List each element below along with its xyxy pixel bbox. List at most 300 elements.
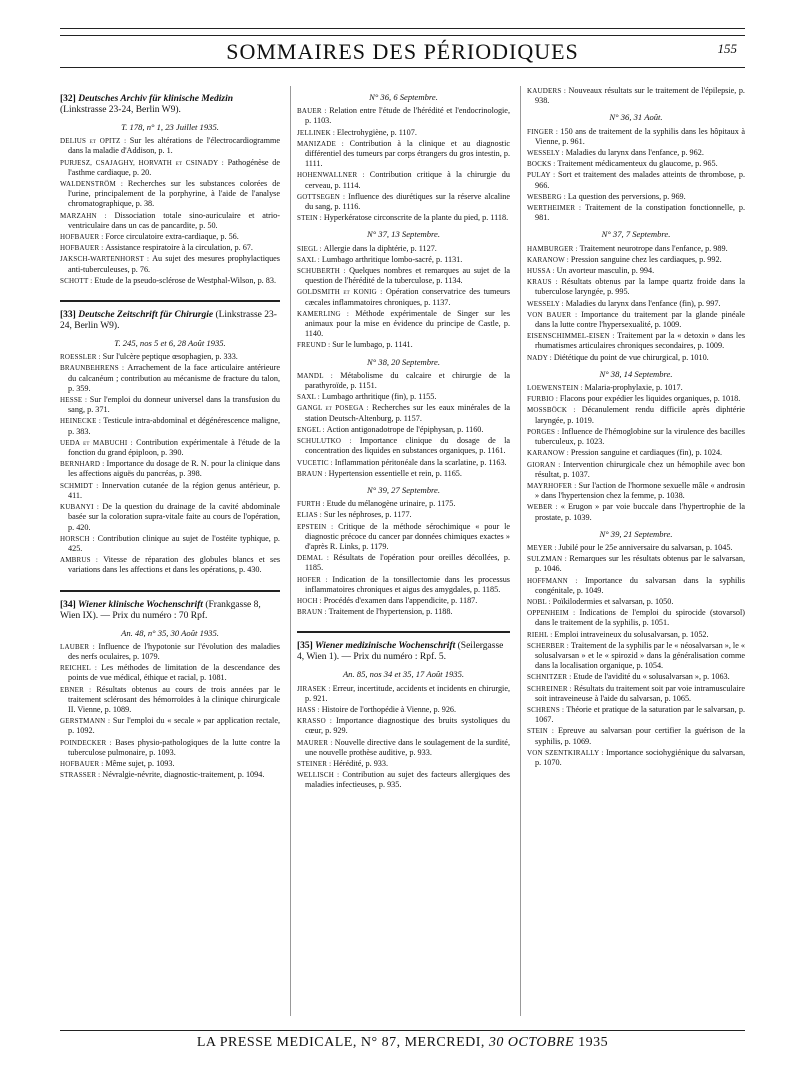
entry-author: AMBRUS : <box>60 556 104 565</box>
entry-text: Sur le lumbago, p. 1141. <box>332 340 413 350</box>
list-item <box>527 684 745 704</box>
entry-text: Nouvelle directive dans le soulagement de la surdité, une nouvelle prothèse auditive, p. 933. <box>305 737 510 757</box>
entry-text: Au sujet des mesures prophylactiques anti-tuberculeuses, p. 76. <box>68 254 280 274</box>
entry-text: Erreur, incertitude, accidents et incidents en chirurgie, p. 921. <box>305 683 510 703</box>
entry-text: Névralgie-névrite, diagnostic-traitement, p. 1094. <box>102 770 265 780</box>
entry-text: Bases physio-pathologiques de la lutte contre la tuberculose pulmonaire, p. 1093. <box>68 737 280 757</box>
entry-author: DEMAL : <box>297 554 334 563</box>
list-item <box>527 86 745 106</box>
footer-text: LA PRESSE MEDICALE, N° 87, MERCREDI, <box>196 1035 485 1050</box>
entry-text: Remarques sur les résultats obtenus par le salvarsan, p. 1046. <box>535 554 745 574</box>
entry-author: BRAUN : <box>297 469 329 478</box>
entry-author: SCHUBERTH : <box>297 267 350 276</box>
entry-author: ROESSLER : <box>60 353 103 362</box>
entry-text: Action antigonadotrope de l'épiphysan, p. 1160. <box>326 424 484 434</box>
entry-text: Même sujet, p. 1093. <box>105 758 175 768</box>
entry-text: Contribution expérimentale à l'étude de la fonction du grand épiploon, p. 390. <box>68 437 280 458</box>
list-item <box>527 159 745 169</box>
list-item <box>527 383 745 393</box>
journal-number: [33] <box>60 310 76 321</box>
entry-text: Un avorteur masculin, p. 994. <box>556 266 655 276</box>
list-item <box>527 427 745 447</box>
entry-text: Vitesse de réparation des globules blancs et ses variations dans les affections et dans les opérations, p. 430. <box>68 555 280 575</box>
list-item <box>527 448 745 458</box>
entry-author: KARANOW : <box>527 449 571 458</box>
list-item <box>297 266 510 286</box>
list-item <box>60 179 280 210</box>
footer-year: 1935 <box>578 1035 609 1050</box>
list-item <box>527 170 745 190</box>
entry-text: Allergie dans la diphtérie, p. 1127. <box>323 243 437 253</box>
entry-text: Critique de la méthode sérochimique « pour le diagnostic précoce du cancer par données chimiques exactes » d'après R. Links, p. 1179. <box>305 521 510 551</box>
entry-text: Lumbago arthritique (fin), p. 1155. <box>321 392 437 402</box>
entry-author: OPPENHEIM : <box>527 609 580 618</box>
section-divider <box>60 590 280 592</box>
list-item <box>60 770 280 780</box>
entry-author: GOTTSEGEN : <box>297 192 349 201</box>
entry-author: STRASSER : <box>60 771 103 780</box>
list-item <box>297 139 510 170</box>
entry-text: « Erugon » par voie buccale dans l'hypertrophie de la prostate, p. 1039. <box>535 502 745 522</box>
entry-text: Inflammation péritonéale dans la scarlatine, p. 1163. <box>334 457 507 467</box>
entry-text: Assistance respiratoire à la circulation, p. 67. <box>105 243 253 253</box>
list-item <box>527 502 745 522</box>
list-item <box>297 759 510 769</box>
list-item <box>297 469 510 479</box>
list-item <box>527 255 745 265</box>
entry-author: KAMERLING : <box>297 309 356 318</box>
list-item <box>527 641 745 672</box>
list-item <box>527 244 745 254</box>
entry-text: Métabolisme du calcaire et chirurgie de la parathyroïde, p. 1151. <box>305 370 510 391</box>
journal-name: Wiener klinische Wochenschrift <box>75 599 206 610</box>
list-item <box>527 310 745 330</box>
journal-heading <box>297 641 510 663</box>
list-item <box>297 371 510 391</box>
entry-author: WESBERG : <box>527 192 568 201</box>
entry-author: ENGEL : <box>297 425 327 434</box>
entry-author: MARZAHN : <box>60 211 115 220</box>
entry-author: BRAUNBEHRENS : <box>60 364 128 373</box>
entry-author: BOCKS : <box>527 160 558 169</box>
list-item <box>527 630 745 640</box>
entry-author: SCHNITZER : <box>527 673 574 682</box>
page-number: 155 <box>717 41 737 56</box>
top-rules <box>60 28 745 36</box>
entry-text: Procédés d'examen dans l'appendicite, p. 1187. <box>323 595 478 605</box>
entry-text: 150 ans de traitement de la syphilis dans les hôpitaux à Vienne, p. 961. <box>535 126 745 146</box>
entry-author: SCHOTT : <box>60 276 95 285</box>
journal-info: (Linkstrasse 23-24, Berlin W9). <box>60 310 277 332</box>
entry-author: EPSTEIN : <box>297 522 339 531</box>
entry-author: GERSTMANN : <box>60 717 113 726</box>
entry-text: Opération conservatrice des tumeurs cæcales inflammatoires chroniques, p. 1137. <box>305 287 510 307</box>
entry-text: Importance clinique du dosage de la concentration des liquides en substances organiques, p. 1161. <box>305 436 510 456</box>
entry-author: HOHENWALLNER : <box>297 171 370 180</box>
entry-author: ELIAS : <box>297 511 324 520</box>
list-item <box>527 608 745 628</box>
entry-author: SIEGL : <box>297 244 324 253</box>
entry-author: RIEHL : <box>527 630 555 639</box>
list-item <box>60 642 280 662</box>
list-item <box>297 522 510 553</box>
footer-date: 30 OCTOBRE <box>488 1035 575 1050</box>
entry-author: DELIUS et OPITZ : <box>60 137 130 146</box>
journal-name: Deutsche Zeitschrift für Chirurgie <box>75 310 216 321</box>
list-item <box>527 299 745 309</box>
issue-heading: N° 36, 6 Septembre. <box>369 92 438 102</box>
list-item <box>297 684 510 704</box>
entry-text: Influence de l'hémoglobine sur la virulence des bacilles tuberculeux, p. 1023. <box>535 426 745 447</box>
entry-author: VON SZENTKIRALLY : <box>527 748 606 757</box>
entry-author: FURTH : <box>297 500 327 509</box>
entry-text: Contribution critique à la chirurgie du cerveau, p. 1114. <box>305 170 510 190</box>
issue-heading: N° 38, 14 Septembre. <box>599 368 673 379</box>
issue-heading: T. 245, nos 5 et 6, 28 Août 1935. <box>114 338 226 349</box>
list-item <box>60 663 280 683</box>
journal-number: [32] <box>60 94 76 104</box>
list-item <box>297 309 510 340</box>
entry-author: MANDL : <box>297 371 341 380</box>
entry-text: Contribution au sujet des facteurs allergiques des maladies infectieuses, p. 935. <box>305 770 510 790</box>
entry-author: SAXL : <box>297 393 322 402</box>
list-item <box>527 266 745 276</box>
list-item <box>60 738 280 758</box>
issue-heading: N° 38, 20 Septembre. <box>366 356 441 367</box>
entry-text: Recherches sur les eaux minérales de la station Deutsch-Altenburg, p. 1157. <box>305 403 510 423</box>
entry-author: SAXL : <box>297 255 322 264</box>
entry-text: Arrachement de la face articulaire antérieure du calcanéum ; contribution au mécanisme de fracture du talon, p. 359. <box>68 363 280 393</box>
entry-author: HOFBAUER : <box>60 759 106 768</box>
entry-author: SCHERBER : <box>527 641 571 650</box>
entry-text: Electrohygiène, p. 1107. <box>336 127 417 137</box>
entry-text: Maladies du larynx dans l'enfance (fin), p. 997. <box>565 298 721 308</box>
entry-author: KUBANYI : <box>60 503 103 512</box>
entry-text: Les méthodes de limitation de la descendance des points de vue médical, éthique et racial, p. 1081. <box>68 663 280 683</box>
list-item <box>60 158 280 178</box>
entry-author: GOLDSMITH et KONIG : <box>297 288 386 297</box>
entry-text: Force circulatoire extra-cardiaque, p. 56. <box>105 232 239 242</box>
list-item <box>527 405 745 425</box>
entry-text: Dissociation totale sino-auriculaire et atrio-ventriculaire dans un cas de pancardite, p. 50. <box>68 210 280 230</box>
entry-text: Pathogénèse de l'asthme cardiaque, p. 20. <box>68 157 280 177</box>
issue-heading: An. 85, nos 34 et 35, 17 Août 1935. <box>342 669 465 680</box>
list-item <box>527 127 745 147</box>
list-item <box>60 555 280 575</box>
list-item <box>60 416 280 436</box>
list-item <box>297 425 510 435</box>
entry-author: JIRASEK : <box>297 684 333 693</box>
entry-author: BERNHARD : <box>60 460 107 469</box>
entry-author: MAYRHOFER : <box>527 481 579 490</box>
entry-text: Epreuve au salvarsan pour certifier la guérison de la syphilis, p. 1069. <box>535 726 745 746</box>
list-item <box>60 685 280 716</box>
list-item <box>527 672 745 682</box>
entry-text: Etude de l'avidité du « solusalvarsan », p. 1063. <box>573 672 730 682</box>
entry-text: Importance du traitement par la glande pinéale dans la lutte contre l'hypersexualité, p. 1009. <box>535 309 745 330</box>
entry-text: Contribution à la clinique et au diagnostic différentiel des tumeurs par corps étrangers du gros intestin, p. 1111. <box>305 138 510 169</box>
list-item <box>60 759 280 769</box>
entry-text: Malaria-prophylaxie, p. 1017. <box>584 383 683 393</box>
list-item <box>527 543 745 553</box>
entry-text: Théorie et pratique de la saturation par le salvarsan, p. 1067. <box>535 704 745 725</box>
journal-name: Wiener medizinische Wochenschrift <box>312 641 458 652</box>
list-item <box>527 192 745 202</box>
list-item <box>527 597 745 607</box>
entry-text: Pression sanguine et cardiaques (fin), p. 1024. <box>570 448 723 458</box>
list-item <box>297 436 510 456</box>
entry-author: NADY : <box>527 353 554 362</box>
entry-text: Importance du dosage de R. N. pour la clinique dans les affections aiguës du pancréas, p. 398. <box>68 459 280 479</box>
list-item <box>527 331 745 351</box>
entry-text: Traitement de la syphilis par le « néosalvarsan », le « solusalvarsan » et le « spirozid » dans la généralisation comme dans la localisation organique, p. 1054. <box>535 640 745 671</box>
entry-author: PURJESZ, CSAJAGHY, HORVATH et CSINADY : <box>60 158 228 167</box>
entry-text: Sort et traitement des malades atteints de thrombose, p. 966. <box>535 170 745 190</box>
list-item <box>527 148 745 158</box>
entry-author: PORGES : <box>527 427 562 436</box>
entry-text: Emploi intraveineux du solusalvarsan, p. 1052. <box>554 629 709 639</box>
entry-author: LOEWENSTEIN : <box>527 384 585 393</box>
list-item <box>60 481 280 501</box>
list-item <box>297 770 510 790</box>
list-item <box>60 395 280 415</box>
entry-text: Importance diagnostique des bruits systoliques du cœur, p. 929. <box>305 716 510 736</box>
list-item <box>60 438 280 458</box>
entry-author: KARANOW : <box>527 255 571 264</box>
entry-text: Influence des diurétiques sur la réserve alcaline du sang, p. 1116. <box>305 191 510 212</box>
entry-text: Sur l'emploi du donneur universel dans la transfusion du sang, p. 371. <box>68 395 280 415</box>
column-3 <box>520 86 745 1016</box>
entry-author: WEBER : <box>527 503 561 512</box>
entry-author: GANGL et POSEGA : <box>297 404 373 413</box>
entry-text: Influence de l'hypotonie sur l'évolution des maladies des nerfs oculaires, p. 1079. <box>68 641 280 661</box>
list-item <box>60 459 280 479</box>
entry-text: Traitement neurotrope dans l'enfance, p. 989. <box>579 243 728 253</box>
list-item <box>297 213 510 223</box>
entry-author: REICHEL : <box>60 664 102 673</box>
list-item <box>60 276 280 286</box>
entry-author: HOFFMANN : <box>527 576 585 585</box>
entry-author: EBNER : <box>60 685 97 694</box>
issue-heading: N° 37, 7 Septembre. <box>601 229 671 240</box>
entry-author: NOBL : <box>527 597 553 606</box>
entry-text: Quelques nombres et remarques au sujet de la question de l'hérédité de la tuberculose, p. 1134. <box>305 266 510 286</box>
entry-author: MAURER : <box>297 738 335 747</box>
issue-heading: T. 178, n° 1, 23 Juillet 1935. <box>121 122 219 132</box>
entry-author: STEINER : <box>297 759 334 768</box>
entry-text: Etude de la pseudo-sclérose de Westphal-Wilson, p. 83. <box>94 275 277 285</box>
list-item <box>297 716 510 736</box>
column-2 <box>290 86 510 1016</box>
entry-author: UEDA et MABUCHI : <box>60 438 137 447</box>
entry-author: EISENSCHIMMEL-EISEN : <box>527 332 618 341</box>
columns <box>60 86 745 1016</box>
entry-author: MOSSBÖCK : <box>527 406 582 415</box>
entry-text: Testicule intra-abdominal et dégénérescence maligne, p. 383. <box>68 416 280 436</box>
entry-author: WESSELY : <box>527 149 566 158</box>
list-item <box>60 534 280 554</box>
entry-author: FURBIO : <box>527 395 560 404</box>
entry-author: SCHULUTKO : <box>297 437 360 446</box>
list-item <box>527 748 745 768</box>
list-item <box>60 211 280 231</box>
list-item <box>297 738 510 758</box>
entry-author: PULAY : <box>527 171 558 180</box>
entry-author: BRAUN : <box>297 608 329 617</box>
entry-text: Innervation cutanée de la région genus antérieur, p. 411. <box>68 480 280 500</box>
list-item <box>297 607 510 617</box>
entry-author: KAUDERS : <box>527 87 569 95</box>
entry-text: Nouveaux résultats sur le traitement de l'épilepsie, p. 938. <box>535 86 745 106</box>
entry-author: WELLISCH : <box>297 771 343 780</box>
entry-author: HEINECKE : <box>60 417 104 426</box>
entry-author: SULZMAN : <box>527 555 570 564</box>
issue-heading: N° 39, 21 Septembre. <box>599 528 673 539</box>
list-item <box>60 243 280 253</box>
entry-text: Etude du mélanogène urinaire, p. 1175. <box>326 499 456 509</box>
entry-author: VUCETIC : <box>297 458 335 467</box>
list-item <box>297 255 510 265</box>
entry-author: WERTHEIMER : <box>527 204 585 213</box>
entry-author: STEIN : <box>527 727 558 736</box>
entry-text: Décanulement rendu difficile après diphtérie laryngée, p. 1019. <box>535 405 745 425</box>
entry-author: STEIN : <box>297 214 324 223</box>
list-item <box>297 106 510 126</box>
list-item <box>60 254 280 274</box>
entry-text: Méthode expérimentale de Singer sur les animaux pour la mise en évidence du principe de Castle, p. 1140. <box>305 308 510 339</box>
issue-heading: N° 37, 13 Septembre. <box>366 229 441 240</box>
entry-author: KRASSO : <box>297 717 337 726</box>
list-item <box>527 277 745 297</box>
entry-text: La question des perversions, p. 969. <box>567 191 686 201</box>
entry-text: Pression sanguine chez les cardiaques, p. 992. <box>570 254 722 264</box>
list-item <box>60 232 280 242</box>
list-item <box>527 481 745 501</box>
list-item <box>297 575 510 595</box>
list-item <box>297 458 510 468</box>
entry-text: Traitement par la « detoxin » dans les rhumatismes articulaires chroniques secondaires, p. 1009. <box>535 331 745 351</box>
entry-author: FREUND : <box>297 341 333 350</box>
section-divider <box>60 300 280 302</box>
entry-author: KRAUS : <box>527 278 562 287</box>
entry-author: VON BAUER : <box>527 310 582 319</box>
entry-author: FINGER : <box>527 127 561 136</box>
entry-text: Indication de la tonsillectomie dans les processus inflammatoires chroniques et aigus des amygdales, p. 1185. <box>305 574 510 594</box>
list-item <box>527 203 745 223</box>
list-item <box>297 403 510 423</box>
entry-text: Maladies du larynx dans l'enfance, p. 962. <box>565 148 704 158</box>
entry-author: HOCH : <box>297 596 324 605</box>
entry-text: De la question du drainage de la cavité abdominale basée sur la coloration supra-vitale faite au cours de l'opération, p. 420. <box>68 502 280 532</box>
entry-text: Hérédité, p. 933. <box>333 758 389 768</box>
list-item <box>297 244 510 254</box>
column-1 <box>60 86 280 1016</box>
list-item <box>297 128 510 138</box>
entry-author: HESSE : <box>60 396 90 405</box>
entry-text: Lumbago arthritique lombo-sacré, p. 1131. <box>321 254 463 264</box>
entry-author: SCHRENS : <box>527 705 567 714</box>
entry-author: HASS : <box>297 705 322 714</box>
entry-author: HUSSA : <box>527 267 557 276</box>
entry-text: Traitement de la constipation fonctionnelle, p. 981. <box>535 203 745 223</box>
list-item <box>297 553 510 573</box>
entry-author: MANIZADE : <box>297 139 350 148</box>
entry-text: Résultats obtenus au cours de trois années par le traitement sclérosant des hémorroïdes à la clinique chirurgicale II. Vienne, p. 1089. <box>68 684 280 714</box>
entry-author: GIORAN : <box>527 460 564 469</box>
entry-text: Sur les néphroses, p. 1177. <box>323 510 412 520</box>
entry-text: Traitement de l'hypertension, p. 1188. <box>328 607 453 617</box>
journal-name: Deutsches Archiv für klinische Medizin <box>75 94 234 104</box>
journal-number: [34] <box>60 599 76 610</box>
entry-text: Jubilé pour le 25e anniversaire du salvarsan, p. 1045. <box>558 542 733 552</box>
entry-text: Hyperkératose circonscrite de la plante du pied, p. 1118. <box>323 213 509 223</box>
entry-text: Relation entre l'étude de l'hérédité et l'endocrinologie, p. 1103. <box>305 106 510 126</box>
list-item <box>60 716 280 736</box>
list-item <box>297 340 510 350</box>
list-item <box>60 352 280 362</box>
entry-author: MEYER : <box>527 543 559 552</box>
entry-text: Indications de l'emploi du spirocide (stovarsol) dans le traitement de la syphilis, p. 1051. <box>535 608 745 628</box>
list-item <box>527 460 745 480</box>
entry-author: SCHMIDT : <box>60 481 102 490</box>
list-item <box>60 136 280 156</box>
journal-info: (Frankgasse 8, Wien IX). — Prix du numéro : 70 Rpf. <box>60 599 261 621</box>
issue-heading: An. 48, n° 35, 30 Août 1935. <box>121 627 219 638</box>
list-item <box>297 392 510 402</box>
journal-info: (Seilergasse 4, Wien 1). — Prix du numéro : Rpf. 5. <box>297 641 504 663</box>
entry-author: JELLINEK : <box>297 128 337 137</box>
list-item <box>60 502 280 533</box>
entry-text: Contribution clinique au sujet de l'ostéite typhique, p. 425. <box>68 533 280 553</box>
entry-text: Flacons pour expédier les liquides organiques, p. 1018. <box>559 394 741 404</box>
entry-text: Histoire de l'orthopédie à Vienne, p. 926. <box>321 704 457 714</box>
entry-text: Sur l'emploi du « secale » par application rectale, p. 1092. <box>68 716 280 736</box>
entry-text: Diététique du point de vue chirurgical, p. 1010. <box>553 352 709 362</box>
entry-author: HORSCH : <box>60 534 98 543</box>
entry-author: WALDENSTRÖM : <box>60 180 128 189</box>
page-header <box>60 37 745 68</box>
entry-text: Poïkilodermies et salvarsan, p. 1050. <box>552 596 674 606</box>
list-item <box>297 170 510 190</box>
entry-author: HOFBAUER : <box>60 233 106 242</box>
entry-author: HOFBAUER : <box>60 244 106 253</box>
entry-author: WESSELY : <box>527 299 566 308</box>
entry-author: HOFER : <box>297 575 333 584</box>
entry-text: Résultats du traitement soit par voie intramusculaire soit intraveineuse à l'aide du salvarsan, p. 1065. <box>535 683 745 703</box>
list-item <box>527 394 745 404</box>
issue-heading: N° 36, 31 Août. <box>609 112 663 123</box>
list-item <box>527 554 745 574</box>
entry-author: BAUER : <box>297 107 330 116</box>
entry-author: JAKSCH-WARTENHORST : <box>60 255 153 264</box>
list-item <box>297 287 510 307</box>
entry-text: Recherches sur les substances colorées de l'urine, principalement de la porphyrine, à l'aide de l'analyse chromatographique, p. 38. <box>68 179 280 209</box>
issue-heading: N° 39, 27 Septembre. <box>366 484 441 495</box>
entry-text: Résultats obtenus par la lampe quartz froide dans la tuberculose laryngée, p. 995. <box>535 277 745 297</box>
section-divider <box>297 631 510 633</box>
page-title: SOMMAIRES DES PÉRIODIQUES <box>226 39 579 64</box>
entry-text: Hypertension essentielle et rein, p. 1165. <box>328 468 462 478</box>
footer-line <box>60 1035 745 1051</box>
journal-heading <box>60 94 280 116</box>
list-item <box>297 510 510 520</box>
list-item <box>527 705 745 725</box>
entry-text: Sur l'action de l'hormone sexuelle mâle « androsin » dans l'hypertension chez la femme, p. 1038. <box>535 480 745 501</box>
entry-text: Résultats de l'opération pour oreilles décollées, p. 1185. <box>305 553 510 573</box>
list-item <box>527 576 745 596</box>
list-item <box>297 192 510 212</box>
page-footer <box>60 1030 745 1053</box>
